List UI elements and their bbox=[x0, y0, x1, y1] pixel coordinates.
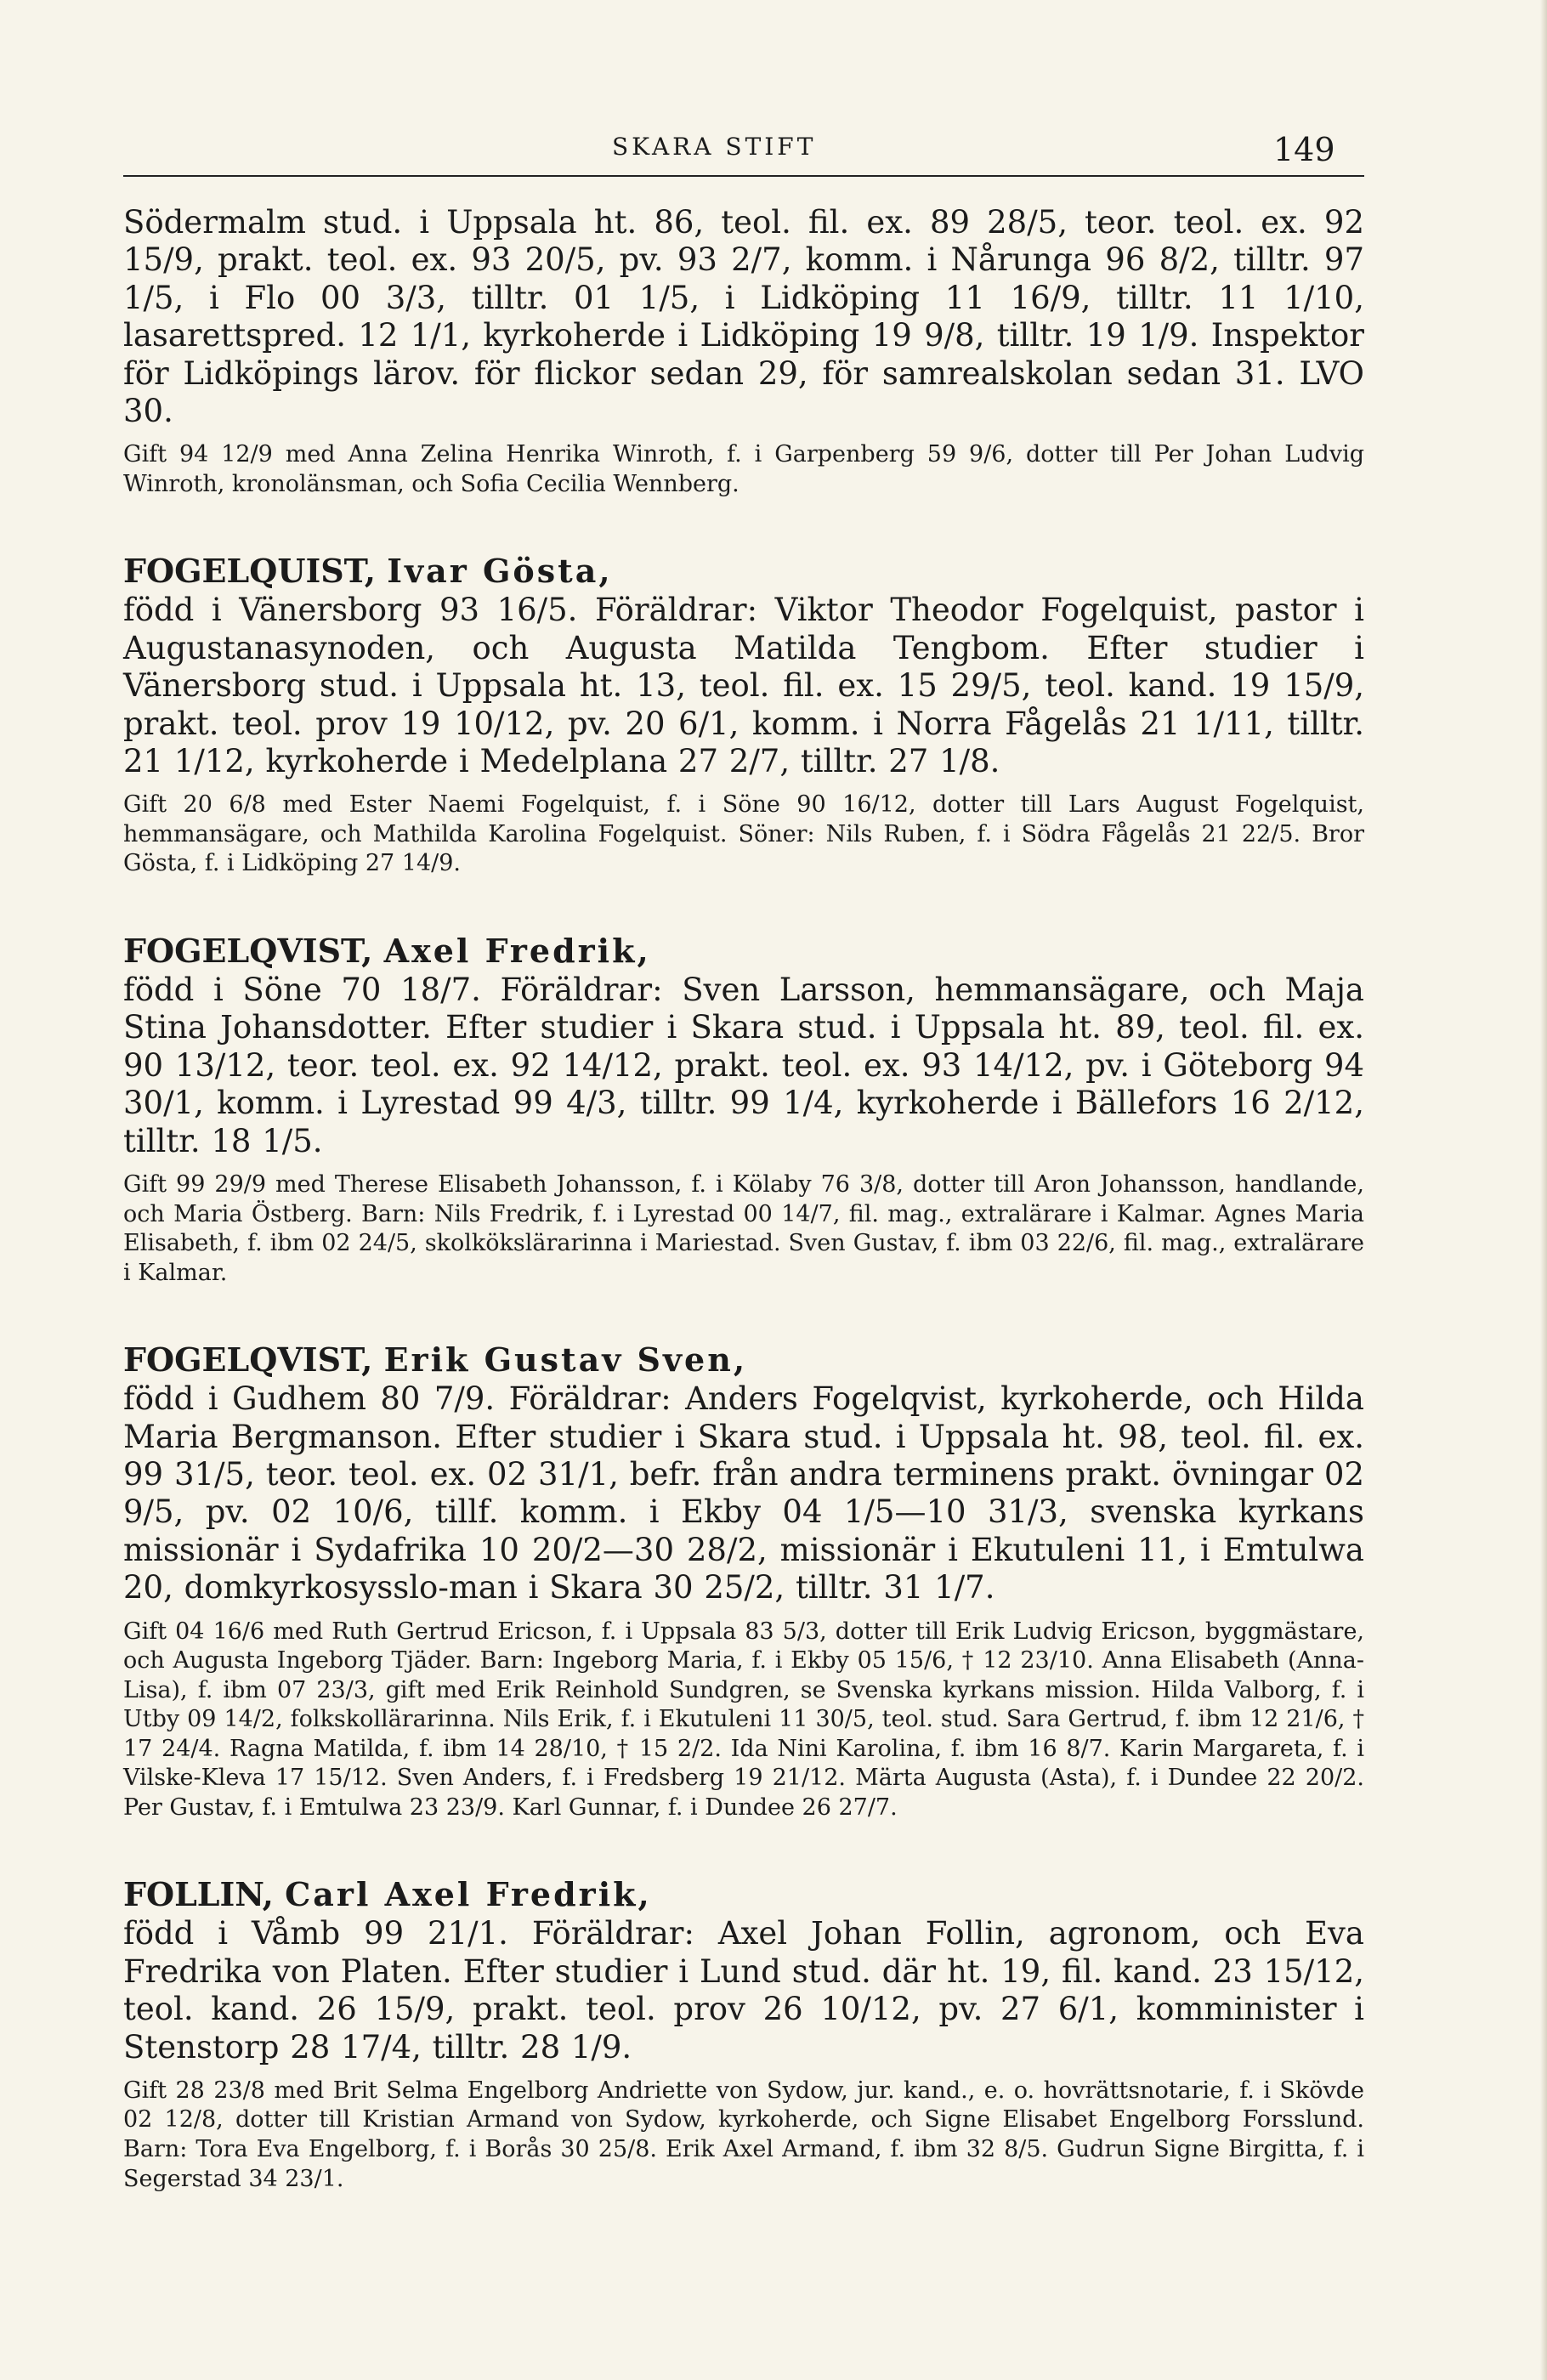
entry-given-names: Erik Gustav Sven, bbox=[383, 1340, 748, 1380]
page-edge-shadow bbox=[1540, 0, 1547, 2380]
entry-family-note: Gift 28 23/8 med Brit Selma Engelborg Andriette von Sydow, jur. kand., e. o. hovrättsnotarie, f. i Skövde 02 12/8, dotter till Kristian Armand von Sydow, kyrkoherde, och Signe Elisabet Engelborg Forsslund. Barn: Tora Eva Engelborg, f. i Borås 30 25/8. Erik Axel Armand, f. ibm 32 8/5. Gudrun Signe Birgitta, f. i Segerstad 34 23/1. bbox=[123, 2077, 1364, 2192]
entry-heading bbox=[123, 932, 1364, 970]
entry-surname: FOGELQVIST, bbox=[123, 1340, 373, 1380]
running-title: SKARA STIFT bbox=[612, 133, 817, 161]
entry-biography: Södermalm stud. i Uppsala ht. 86, teol. fil. ex. 89 28/5, teor. teol. ex. 92 15/9, prakt. teol. ex. 93 20/5, pv. 93 2/7, komm. i Nårunga 96 8/2, tilltr. 97 1/5, i Flo 00 3/3, tilltr. 01 1/5, i Lidköping 11 16/9, tilltr. 11 1/10, lasarettspred. 12 1/1, kyrkoherde i Lidköping 19 9/8, tilltr. 19 1/9. Inspektor för Lidköpings lärov. för flickor sedan 29, för samrealskolan sedan 31. LVO 30. bbox=[123, 204, 1364, 429]
entry-biography: född i Gudhem 80 7/9. Föräldrar: Anders Fogelqvist, kyrkoherde, och Hilda Maria Bergmanson. Efter studier i Skara stud. i Uppsala ht. 98, teol. fil. ex. 99 31/5, teor. teol. ex. 02 31/1, befr. från andra terminens prakt. övningar 02 9/5, pv. 02 10/6, tillf. komm. i Ekby 04 1/5—10 31/3, svenska kyrkans missionär i Sydafrika 10 20/2—30 28/2, missionär i Ekutuleni 11, i Emtulwa 20, domkyrkosysslo-man i Skara 30 25/2, tilltr. 31 1/7. bbox=[123, 1380, 1364, 1606]
entry-fogelqvist-erik bbox=[123, 1340, 1364, 1822]
page-number: 149 bbox=[1273, 131, 1335, 168]
entry-given-names: Ivar Gösta, bbox=[387, 552, 613, 591]
entry-family-note: Gift 20 6/8 med Ester Naemi Fogelquist, f. i Söne 90 16/12, dotter till Lars August Fogelquist, hemmansägare, och Mathilda Karolina Fogelquist. Söner: Nils Ruben, f. i Södra Fågelås 21 22/5. Bror Gösta, f. i Lidköping 27 14/9. bbox=[123, 791, 1364, 877]
page-content bbox=[123, 204, 1364, 2194]
entry-family-note: Gift 04 16/6 med Ruth Gertrud Ericson, f. i Uppsala 83 5/3, dotter till Erik Ludvig Ericson, byggmästare, och Augusta Ingeborg Tjäder. Barn: Ingeborg Maria, f. i Ekby 05 15/6, † 12 23/10. Anna Elisabeth (Anna-Lisa), f. ibm 07 23/3, gift med Erik Reinhold Sundgren, se Svenska kyrkans mission. Hilda Valborg, f. i Utby 09 14/2, folkskollärarinna. Nils Erik, f. i Ekutuleni 11 30/5, teol. stud. Sara Gertrud, f. ibm 12 21/6, † 17 24/4. Ragna Matilda, f. ibm 14 28/10, † 15 2/2. Ida Nini Karolina, f. ibm 16 8/7. Karin Margareta, f. i Vilske-Kleva 17 15/12. Sven Anders, f. i Fredsberg 19 21/12. Märta Augusta (Asta), f. i Dundee 22 20/2. Per Gustav, f. i Emtulwa 23 23/9. Karl Gunnar, f. i Dundee 26 27/7. bbox=[123, 1618, 1364, 1821]
entry-heading bbox=[123, 552, 1364, 590]
entry-fogelqvist-axel bbox=[123, 932, 1364, 1288]
entry-follin-carl bbox=[123, 1875, 1364, 2194]
page-header bbox=[0, 128, 1547, 178]
entry-given-names: Axel Fredrik, bbox=[383, 932, 651, 971]
entry-family-note: Gift 94 12/9 med Anna Zelina Henrika Winroth, f. i Garpenberg 59 9/6, dotter till Per Johan Ludvig Winroth, kronolänsman, och Sofia Cecilia Wennberg. bbox=[123, 441, 1364, 497]
entry-biography: född i Söne 70 18/7. Föräldrar: Sven Larsson, hemmansägare, och Maja Stina Johansdotter. Efter studier i Skara stud. i Uppsala ht. 89, teol. fil. ex. 90 13/12, teor. teol. ex. 92 14/12, prakt. teol. ex. 93 14/12, pv. i Göteborg 94 30/1, komm. i Lyrestad 99 4/3, tilltr. 99 1/4, kyrkoherde i Bällefors 16 2/12, tilltr. 18 1/5. bbox=[123, 972, 1364, 1159]
header-rule bbox=[123, 175, 1364, 177]
entry-surname: FOLLIN, bbox=[123, 1875, 274, 1914]
entry-heading bbox=[123, 1875, 1364, 1913]
entry-surname: FOGELQVIST, bbox=[123, 932, 373, 971]
continued-entry bbox=[123, 204, 1364, 499]
entry-fogelquist-ivar bbox=[123, 552, 1364, 879]
entry-family-note: Gift 99 29/9 med Therese Elisabeth Johansson, f. i Kölaby 76 3/8, dotter till Aron Johansson, handlande, och Maria Östberg. Barn: Nils Fredrik, f. i Lyrestad 00 14/7, fil. mag., extralärare i Kalmar. Agnes Maria Elisabeth, f. ibm 02 24/5, skolkökslärarinna i Mariestad. Sven Gustav, f. ibm 03 22/6, fil. mag., extralärare i Kalmar. bbox=[123, 1170, 1364, 1286]
entry-biography: född i Våmb 99 21/1. Föräldrar: Axel Johan Follin, agronom, och Eva Fredrika von Platen. Efter studier i Lund stud. där ht. 19, fil. kand. 23 15/12, teol. kand. 26 15/9, prakt. teol. prov 26 10/12, pv. 27 6/1, komminister i Stenstorp 28 17/4, tilltr. 28 1/9. bbox=[123, 1915, 1364, 2066]
entry-given-names: Carl Axel Fredrik, bbox=[285, 1875, 652, 1914]
entry-biography: född i Vänersborg 93 16/5. Föräldrar: Viktor Theodor Fogelquist, pastor i Augustanasynoden, och Augusta Matilda Tengbom. Efter studier i Vänersborg stud. i Uppsala ht. 13, teol. fil. ex. 15 29/5, teol. kand. 19 15/9, prakt. teol. prov 19 10/12, pv. 20 6/1, komm. i Norra Fågelås 21 1/11, tilltr. 21 1/12, kyrkoherde i Medelplana 27 2/7, tilltr. 27 1/8. bbox=[123, 592, 1364, 779]
entry-heading bbox=[123, 1340, 1364, 1379]
entry-surname: FOGELQUIST, bbox=[123, 552, 377, 591]
